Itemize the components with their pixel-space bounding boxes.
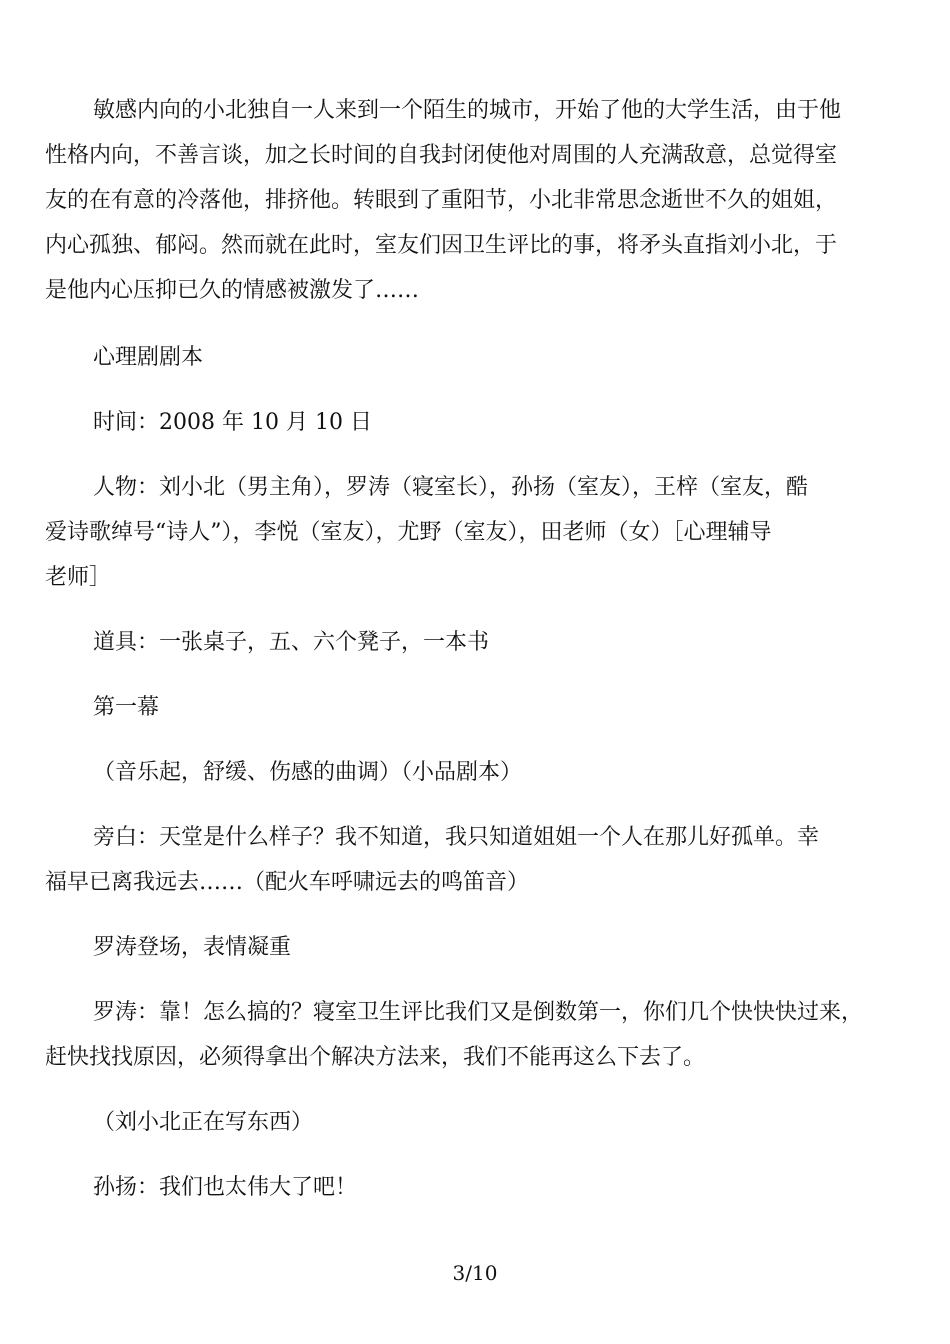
- text-line: 敏感内向的小北独自一人来到一个陌生的城市，开始了他的大学生活，由于他: [93, 98, 842, 123]
- text-line: 性格内向，不善言谈，加之长时间的自我封闭使他对周围的人充满敌意，总觉得室: [45, 143, 838, 168]
- text-line: 是他内心压抑已久的情感被激发了……: [45, 278, 420, 303]
- text-line: 旁白：天堂是什么样子？我不知道，我只知道姐姐一个人在那儿好孤单。幸: [93, 825, 820, 850]
- text-line: 内心孤独、郁闷。然而就在此时，室友们因卫生评比的事，将矛头直指刘小北，于: [45, 233, 838, 258]
- text-line: 老师］: [45, 565, 112, 590]
- dialogue-paragraph: [45, 990, 905, 1080]
- text-line: 时间：2008 年 10 月 10 日: [93, 410, 372, 435]
- text-line: （音乐起，舒缓、伤感的曲调）（小品剧本）: [93, 760, 523, 785]
- narration-paragraph: [45, 815, 905, 905]
- stage-direction: [45, 925, 905, 970]
- act-heading: [45, 685, 905, 730]
- document-body: [45, 88, 905, 1230]
- text-line: 第一幕: [93, 695, 160, 720]
- text-line: 孙扬：我们也太伟大了吧！: [93, 1175, 358, 1200]
- text-line: 友的在有意的冷落他，排挤他。转眼到了重阳节，小北非常思念逝世不久的姐姐，: [45, 188, 838, 213]
- text-line: 人物：刘小北（男主角），罗涛（寝室长），孙扬（室友），王梓（室友，酷: [93, 475, 809, 500]
- text-line: 心理剧剧本: [93, 345, 204, 370]
- props-line: [45, 620, 905, 665]
- stage-direction: [45, 750, 905, 795]
- page-number: 3/10: [452, 1261, 498, 1285]
- time-line: [45, 400, 905, 445]
- text-line: 爱诗歌绰号“诗人”），李悦（室友），尤野（室友），田老师（女）［心理辅导: [45, 520, 772, 545]
- text-line: 赶快找找原因，必须得拿出个解决方法来，我们不能再这么下去了。: [45, 1045, 706, 1070]
- text-line: 罗涛：靠！怎么搞的？寝室卫生评比我们又是倒数第一，你们几个快快快过来，: [93, 1000, 864, 1025]
- text-line: （刘小北正在写东西）: [93, 1110, 314, 1135]
- text-line: 道具：一张桌子，五、六个凳子，一本书: [93, 630, 490, 655]
- dialogue-paragraph: [45, 1165, 905, 1210]
- intro-paragraph: [45, 88, 905, 313]
- script-title: [45, 335, 905, 380]
- text-line: 福早已离我远去……（配火车呼啸远去的鸣笛音）: [45, 870, 530, 895]
- characters-paragraph: [45, 465, 905, 600]
- text-line: 罗涛登场，表情凝重: [93, 935, 292, 960]
- stage-direction: [45, 1100, 905, 1145]
